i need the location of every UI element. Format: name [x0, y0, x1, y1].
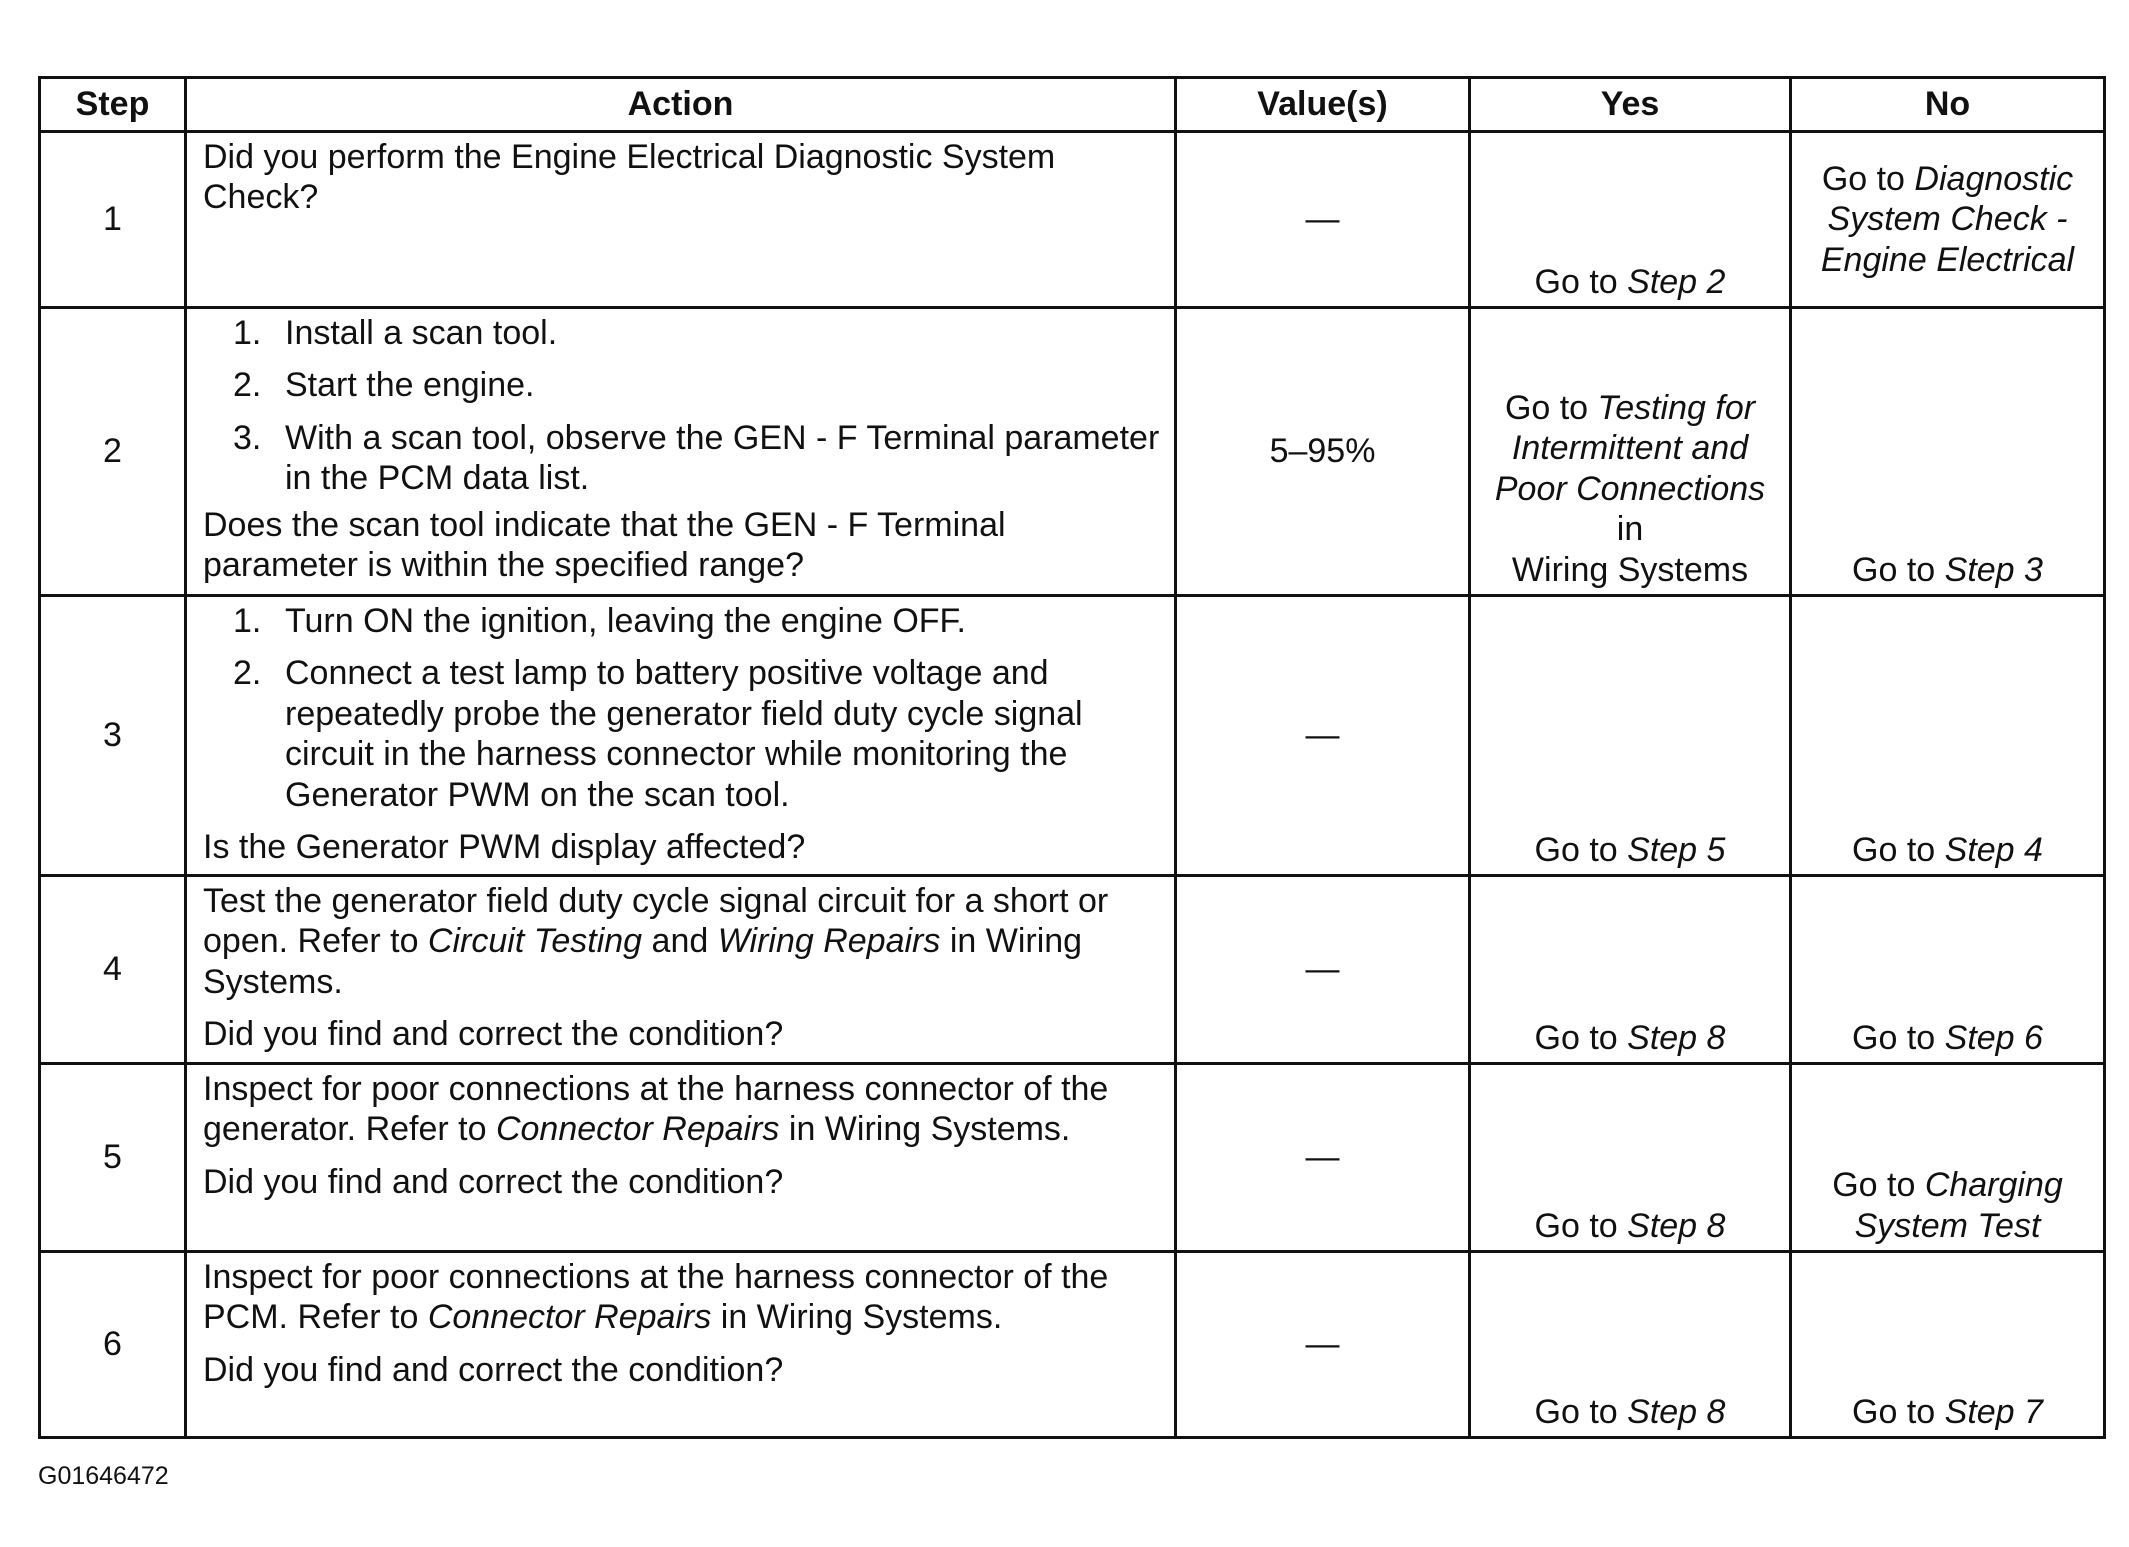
no-prefix: Go to [1852, 1018, 1945, 1057]
yes-cell [1470, 1252, 1791, 1438]
table-row [40, 1064, 2105, 1252]
header-step: Step [40, 78, 186, 132]
action-ref: Connector Repairs [427, 1298, 712, 1337]
no-ref: Step 7 [1944, 1392, 2043, 1431]
action-text-part: Test the generator field duty cycle signal circuit for a short or open. Refer to [203, 882, 1109, 961]
no-ref: Step 6 [1944, 1018, 2043, 1057]
no-prefix: Go to [1821, 159, 1915, 198]
yes-ref: Step 2 [1627, 262, 1726, 301]
yes-prefix: Go to [1534, 262, 1628, 301]
instruction-list [203, 601, 1160, 815]
step-number: 5 [40, 1064, 186, 1252]
action-text-part: in Wiring Systems. [779, 1110, 1071, 1149]
yes-ref: Testing for Intermittent and Poor Connections [1494, 388, 1766, 508]
list-item: 2. Start the engine. [233, 366, 535, 405]
action-cell [186, 308, 1176, 596]
action-text: Did you perform the Engine Electrical Diagnostic System Check? [203, 138, 1056, 217]
yes-prefix: Go to [1534, 1206, 1628, 1245]
action-text-part: Inspect for poor connections at the harness connector of the generator. Refer to [203, 1070, 1109, 1149]
table-row [40, 132, 2105, 308]
yes-cell [1470, 132, 1791, 308]
action-ref: Wiring Repairs [717, 922, 941, 961]
header-values: Value(s) [1176, 78, 1470, 132]
yes-ref: Step 8 [1627, 1018, 1726, 1057]
no-cell [1791, 308, 2105, 596]
yes-cell [1470, 308, 1791, 596]
question-text: Does the scan tool indicate that the GEN - F Terminal parameter is within the specified range? [203, 505, 1006, 585]
table-row [40, 596, 2105, 876]
diagnostic-table [38, 76, 2106, 1439]
no-ref: Charging System Test [1854, 1166, 2063, 1245]
no-prefix: Go to [1852, 550, 1945, 589]
question-text: Did you find and correct the condition? [203, 1162, 784, 1201]
list-item: 1. Turn ON the ignition, leaving the engine OFF. [233, 602, 966, 640]
list-item-text: Start the engine. [285, 366, 535, 405]
no-cell [1791, 596, 2105, 876]
value-cell: — [1176, 1064, 1470, 1252]
header-action: Action [186, 78, 1176, 132]
list-item-text: Connect a test lamp to battery positive voltage and repeatedly probe the generator field duty cycle signal circuit in the harness connector while monitoring the Generator PWM on the scan tool. [285, 654, 1083, 814]
action-cell [186, 1064, 1176, 1252]
header-row [40, 78, 2105, 132]
question-text: Did you find and correct the condition? [203, 1015, 784, 1054]
action-cell [186, 876, 1176, 1064]
no-ref: Step 3 [1944, 550, 2043, 589]
value-cell: — [1176, 876, 1470, 1064]
no-cell [1791, 1064, 2105, 1252]
yes-cell [1470, 596, 1791, 876]
value-cell: — [1176, 132, 1470, 308]
no-cell [1791, 132, 2105, 308]
action-cell [186, 132, 1176, 308]
no-cell [1791, 1252, 2105, 1438]
list-item: 1. Install a scan tool. [233, 314, 558, 352]
action-text-part: in Wiring Systems. [711, 1298, 1003, 1337]
yes-prefix: Go to [1534, 1392, 1628, 1431]
action-text-part: and [642, 922, 718, 961]
no-ref: Diagnostic System Check - Engine Electrical [1820, 159, 2075, 279]
action-text [203, 1069, 1160, 1150]
yes-prefix: Go to [1504, 388, 1598, 427]
step-number: 1 [40, 132, 186, 308]
yes-suffix-in: in [1616, 510, 1644, 549]
no-cell [1791, 876, 2105, 1064]
list-item-text: With a scan tool, observe the GEN - F Terminal parameter in the PCM data list. [285, 418, 1160, 498]
question-text: Did you find and correct the condition? [203, 1350, 784, 1389]
action-cell [186, 1252, 1176, 1438]
yes-ref: Step 8 [1627, 1392, 1726, 1431]
no-prefix: Go to [1852, 1392, 1945, 1431]
no-prefix: Go to [1852, 830, 1945, 869]
action-cell [186, 596, 1176, 876]
no-prefix: Go to [1832, 1166, 1925, 1205]
yes-ref: Step 8 [1627, 1206, 1726, 1245]
table-row [40, 1252, 2105, 1438]
yes-cell [1470, 1064, 1791, 1252]
action-text-part: in Wiring Systems. [203, 922, 1083, 1001]
list-item-text: Turn ON the ignition, leaving the engine OFF. [285, 602, 966, 640]
instruction-list [203, 313, 1160, 499]
yes-prefix: Go to [1534, 830, 1628, 869]
value-cell: — [1176, 596, 1470, 876]
action-ref: Circuit Testing [427, 922, 643, 961]
header-no: No [1791, 78, 2105, 132]
list-item: 2. Connect a test lamp to battery positive voltage and repeatedly probe the generator field duty cycle signal circuit in the harness connector while monitoring the Generator PWM on the scan tool. [233, 654, 1083, 814]
step-number: 3 [40, 596, 186, 876]
action-ref: Connector Repairs [495, 1110, 780, 1149]
action-text [203, 1257, 1160, 1338]
table-row [40, 308, 2105, 596]
step-number: 2 [40, 308, 186, 596]
header-yes: Yes [1470, 78, 1791, 132]
action-text [203, 881, 1160, 1002]
table-row [40, 876, 2105, 1064]
no-ref: Step 4 [1944, 830, 2043, 869]
value-cell: — [1176, 1252, 1470, 1438]
yes-prefix: Go to [1534, 1018, 1628, 1057]
yes-suffix-ws: Wiring Systems [1511, 550, 1749, 589]
question-text: Is the Generator PWM display affected? [203, 828, 806, 867]
yes-cell [1470, 876, 1791, 1064]
figure-id: G01646472 [38, 1462, 169, 1490]
step-number: 4 [40, 876, 186, 1064]
value-cell: 5–95% [1176, 308, 1470, 596]
list-item-text: Install a scan tool. [285, 314, 558, 352]
yes-ref: Step 5 [1627, 830, 1726, 869]
list-item: 3. With a scan tool, observe the GEN - F Terminal parameter in the PCM data list. [233, 418, 1160, 498]
action-text-part: Inspect for poor connections at the harness connector of the PCM. Refer to [203, 1258, 1109, 1337]
step-number: 6 [40, 1252, 186, 1438]
